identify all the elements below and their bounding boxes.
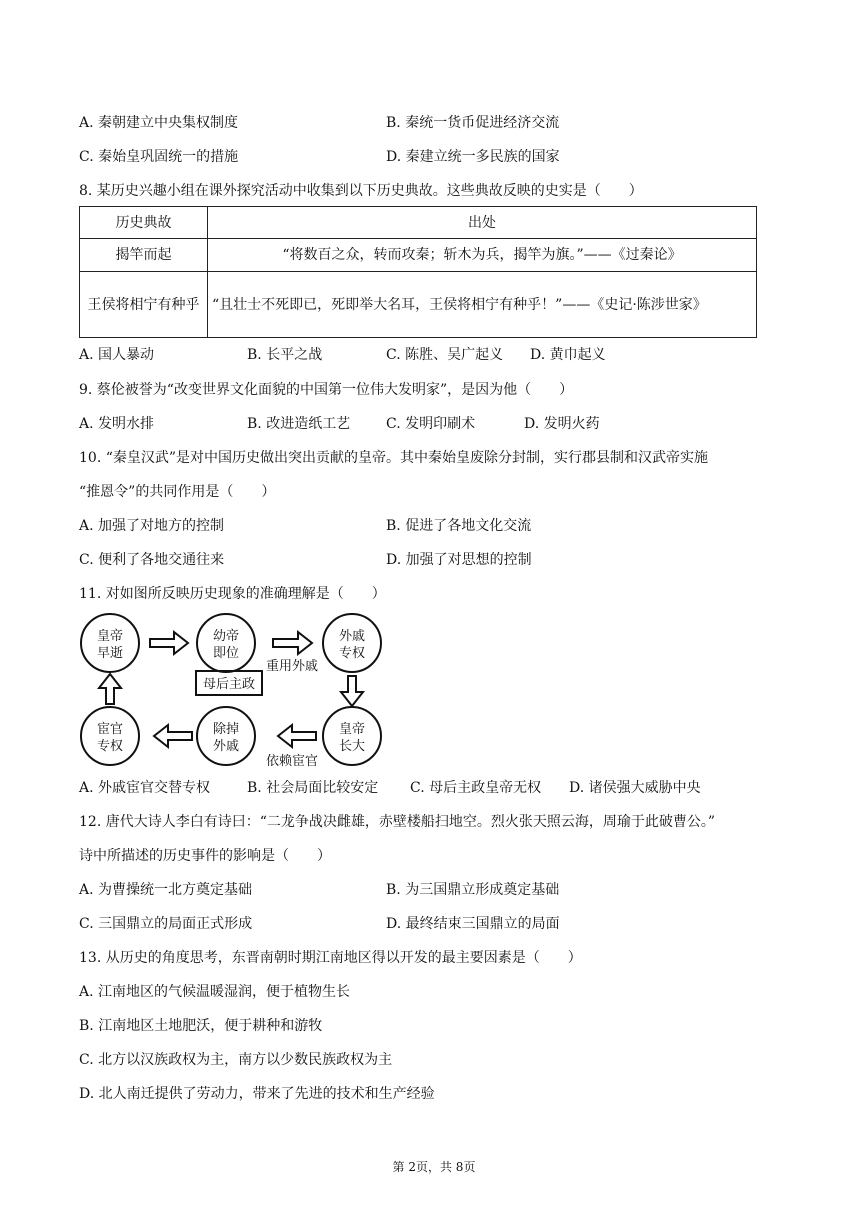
q7-option-b: B. 秦统一货币促进经济交流 (386, 115, 560, 131)
arrow-down-icon (341, 676, 363, 706)
node-label: 宦官 (96, 722, 124, 737)
arrow-right-icon (273, 632, 312, 654)
node-label: 外戚 (212, 739, 240, 754)
table-cell-story: 王侯将相宁有种乎 (80, 272, 208, 338)
q12-option-a: A. 为曹操统一北方奠定基础 (79, 882, 253, 898)
q7-option-d: D. 秦建立统一多民族的国家 (386, 149, 560, 165)
q8-stem: 8. 某历史兴趣小组在课外探究活动中收集到以下历史典故。这些典故反映的史实是（ ） (79, 183, 643, 199)
q12-stem-line1: 12. 唐代大诗人李白有诗曰：“二龙争战决雌雄，赤壁楼船扫地空。烈火张天照云海，周瑜于此破曹公。” (79, 814, 716, 830)
q12-option-b: B. 为三国鼎立形成奠定基础 (386, 882, 560, 898)
q9-option-d: D. 发明火药 (524, 416, 600, 432)
q7-option-c: C. 秦始皇巩固统一的措施 (79, 149, 239, 165)
q10-option-a: A. 加强了对地方的控制 (79, 518, 225, 534)
node-label: 外戚 (338, 629, 366, 644)
node-label: 幼帝 (212, 629, 240, 644)
arrow-right-icon (150, 632, 188, 654)
q13-option-a: A. 江南地区的气候温暖湿润，便于植物生长 (79, 984, 351, 1000)
q8-option-c: C. 陈胜、吴广起义 (386, 347, 504, 363)
q13-option-c: C. 北方以汉族政权为主，南方以少数民族政权为主 (79, 1052, 393, 1068)
q10-stem-line1: 10. “秦皇汉武”是对中国历史做出突出贡献的皇帝。其中秦始皇废除分封制，实行郡县制和汉武帝实施 (79, 450, 709, 466)
q13-stem: 13. 从历史的角度思考，东晋南朝时期江南地区得以开发的最主要因素是（ ） (79, 950, 582, 966)
q7-option-a: A. 秦朝建立中央集权制度 (79, 115, 239, 131)
q8-option-d: D. 黄巾起义 (530, 347, 606, 363)
table-header-story: 历史典故 (80, 207, 208, 239)
table-row (80, 272, 757, 338)
q9-stem: 9. 蔡伦被誉为“改变世界文化面貌的中国第一位伟大发明家”，是因为他（ ） (79, 382, 574, 398)
q11-option-a: A. 外戚宦官交替专权 (79, 780, 211, 796)
q8-source-table (79, 206, 757, 338)
q13-option-d: D. 北人南迁提供了劳动力，带来了先进的技术和生产经验 (79, 1086, 435, 1102)
edge-label-top: 重用外戚 (265, 659, 319, 674)
q12-stem-line2: 诗中所描述的历史事件的影响是（ ） (79, 848, 331, 864)
table-cell-source: “且壮士不死即已，死即举大名耳，王侯将相宁有种乎！”——《史记·陈涉世家》 (208, 272, 757, 338)
q8-option-b: B. 长平之战 (247, 347, 323, 363)
q11-option-b: B. 社会局面比较安定 (247, 780, 379, 796)
q10-option-b: B. 促进了各地文化交流 (386, 518, 532, 534)
box-label: 母后主政 (202, 677, 256, 692)
node-label: 即位 (212, 646, 240, 661)
node-label: 皇帝 (96, 629, 124, 644)
q11-option-c: C. 母后主政皇帝无权 (410, 780, 542, 796)
q11-flow-diagram (76, 610, 396, 770)
table-header-source: 出处 (208, 207, 757, 239)
q10-option-d: D. 加强了对思想的控制 (386, 552, 532, 568)
node-label: 早逝 (96, 646, 124, 661)
q11-stem: 11. 对如图所反映历史现象的准确理解是（ ） (79, 586, 386, 602)
table-row (80, 239, 757, 272)
q9-option-b: B. 改进造纸工艺 (247, 416, 351, 432)
q11-option-d: D. 诸侯强大威胁中央 (569, 780, 701, 796)
q12-option-d: D. 最终结束三国鼎立的局面 (386, 916, 560, 932)
arrow-left-icon (278, 725, 316, 747)
node-label: 除掉 (212, 722, 240, 737)
q12-option-c: C. 三国鼎立的局面正式形成 (79, 916, 253, 932)
table-cell-story: 揭竿而起 (80, 239, 208, 272)
node-label: 专权 (338, 646, 366, 661)
q8-option-a: A. 国人暴动 (79, 347, 155, 363)
q9-option-a: A. 发明水排 (79, 416, 155, 432)
page-footer: 第 2页，共 8页 (392, 1160, 476, 1174)
q10-stem-line2: “推恩令”的共同作用是（ ） (79, 484, 276, 500)
node-label: 皇帝 (338, 722, 366, 737)
table-cell-source: “将数百之众，转而攻秦；斩木为兵，揭竿为旗。”——《过秦论》 (208, 239, 757, 272)
arrow-up-icon (99, 674, 121, 704)
edge-label-bottom: 依赖宦官 (265, 754, 319, 769)
arrow-left-icon (154, 725, 192, 747)
node-label: 专权 (96, 739, 124, 754)
q10-option-c: C. 便利了各地交通往来 (79, 552, 225, 568)
q9-option-c: C. 发明印刷术 (386, 416, 476, 432)
node-label: 长大 (338, 739, 366, 754)
q13-option-b: B. 江南地区土地肥沃，便于耕种和游牧 (79, 1018, 323, 1034)
